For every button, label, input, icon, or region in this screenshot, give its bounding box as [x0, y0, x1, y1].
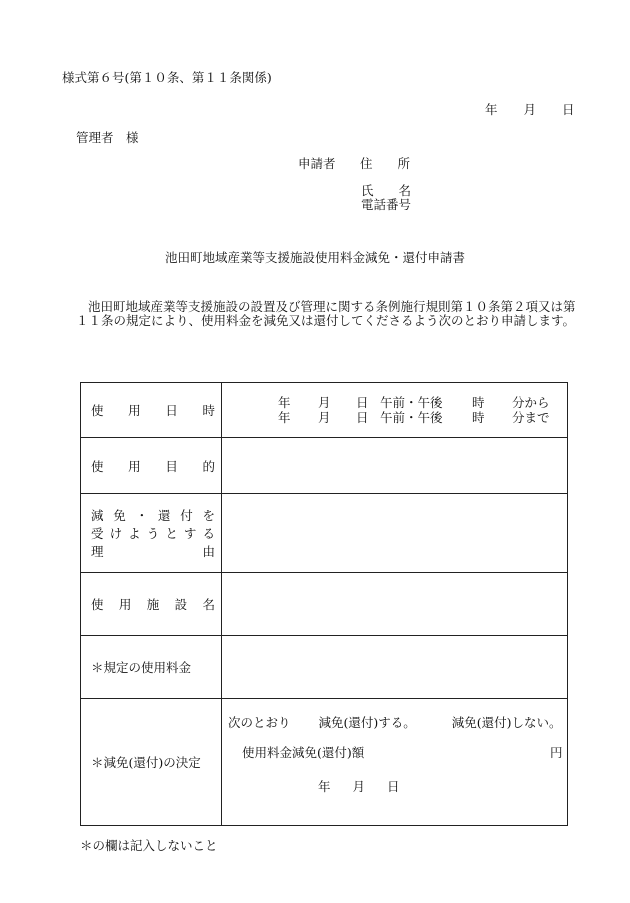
application-table	[80, 382, 568, 826]
from-day: 日	[356, 395, 369, 410]
phone-label: 電話番号	[361, 197, 412, 212]
form-number: 様式第６号(第１０条、第１１条関係)	[62, 70, 272, 85]
label-char: 還	[157, 508, 171, 523]
row-usage-datetime	[81, 383, 568, 438]
row-purpose	[81, 438, 568, 494]
addressee: 管理者 様	[76, 130, 139, 145]
to-hour: 時	[472, 410, 485, 425]
application-date: 年 月 日	[485, 102, 575, 117]
decision-intro: 次のとおり	[228, 715, 291, 730]
fee-field[interactable]	[222, 636, 568, 699]
reason-label-line3	[91, 542, 215, 560]
from-year: 年	[278, 395, 291, 410]
label-char: と	[165, 526, 178, 541]
label-char: 用	[118, 597, 132, 612]
usage-from-line	[278, 395, 567, 410]
from-month: 月	[318, 395, 331, 410]
row-decision	[81, 699, 568, 826]
decision-options	[228, 713, 562, 731]
body-paragraph: 池田町地域産業等支援施設の設置及び管理に関する条例施行規則第１０条第２項又は第１１条の規定により、使用料金を減免又は還付してくださるよう次のとおり申請します。	[76, 299, 576, 328]
label-char: 施	[146, 597, 160, 612]
to-minute: 分まで	[512, 410, 550, 425]
label-char: ・	[135, 508, 149, 523]
decision-label	[81, 699, 222, 826]
to-year: 年	[278, 410, 291, 425]
usage-datetime-label-text	[91, 401, 215, 419]
label-char: 目	[165, 458, 178, 474]
to-month: 月	[318, 410, 331, 425]
label-char: す	[183, 526, 197, 541]
row-fee	[81, 636, 568, 699]
row-reason	[81, 494, 568, 573]
reason-yu: 由	[202, 544, 215, 559]
applicant-block	[298, 154, 410, 172]
reduction-amount-label: 使用料金減免(還付)額	[242, 745, 365, 760]
decision-date: 年 月 日	[318, 779, 400, 794]
purpose-label	[81, 438, 222, 494]
document-title: 池田町地域産業等支援施設使用料金減免・還付申請書	[164, 250, 465, 265]
to-day: 日	[356, 410, 369, 425]
label-char: よ	[128, 526, 141, 541]
label-char: 使	[91, 458, 104, 474]
label-char: 設	[174, 597, 188, 612]
label-char: を	[202, 508, 215, 523]
label-char: 免	[113, 508, 126, 523]
usage-datetime-field[interactable]	[222, 383, 568, 438]
fee-label	[81, 636, 222, 699]
to-ampm: 午前・午後	[380, 410, 443, 425]
facility-label-text	[91, 595, 215, 613]
option-not-reduce[interactable]: 減免(還付)しない。	[451, 715, 562, 730]
reason-ri: 理	[91, 544, 104, 559]
label-char: 名	[202, 597, 215, 612]
reason-label	[81, 494, 222, 573]
purpose-label-text	[91, 457, 215, 475]
label-char: う	[146, 526, 160, 541]
label-char: 使	[91, 597, 104, 612]
label-char: る	[202, 526, 215, 541]
decision-label-text: ＊減免(還付)の決定	[91, 755, 201, 770]
label-char: 用	[128, 458, 141, 474]
yen-unit: 円	[550, 745, 563, 760]
label-char: 時	[202, 403, 215, 418]
fee-label-text: ＊規定の使用料金	[91, 660, 192, 675]
decision-field[interactable]	[222, 699, 568, 826]
row-facility	[81, 573, 568, 636]
label-char: 使	[91, 403, 104, 418]
label-char: け	[109, 526, 123, 541]
purpose-field[interactable]	[222, 438, 568, 494]
decision-content	[222, 699, 567, 825]
address-label: 住 所	[360, 156, 411, 171]
label-char: 受	[91, 526, 104, 541]
label-char: 付	[180, 508, 193, 523]
name-label: 氏 名	[361, 183, 412, 198]
usage-to-line	[278, 410, 567, 425]
label-char: 用	[128, 403, 141, 418]
reason-field[interactable]	[222, 494, 568, 573]
facility-label	[81, 573, 222, 636]
usage-datetime-label	[81, 383, 222, 438]
from-minute: 分から	[512, 395, 550, 410]
applicant-label: 申請者	[298, 156, 336, 171]
footnote: ＊の欄は記入しないこと	[80, 838, 218, 853]
reason-label-line1	[91, 506, 215, 524]
option-reduce[interactable]: 減免(還付)する。	[318, 715, 416, 730]
reason-label-line2	[91, 524, 215, 542]
label-char: 的	[202, 458, 215, 474]
label-char: 減	[91, 508, 104, 523]
label-char: 日	[165, 403, 178, 418]
facility-field[interactable]	[222, 573, 568, 636]
from-ampm: 午前・午後	[380, 395, 443, 410]
from-hour: 時	[472, 395, 485, 410]
